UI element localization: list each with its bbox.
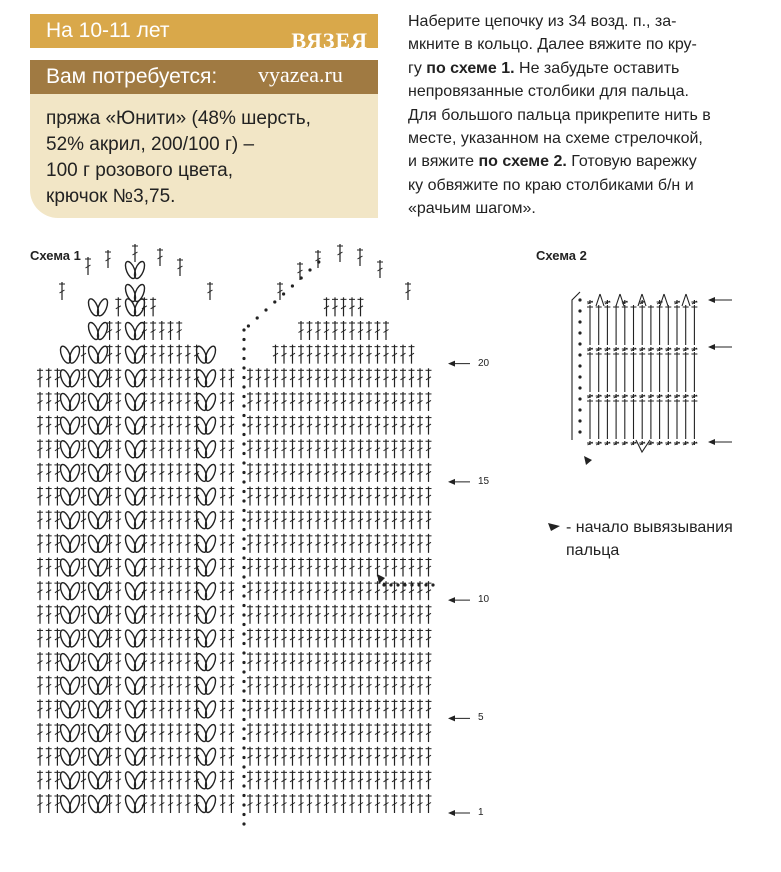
row-marker-arrowhead (708, 439, 715, 445)
instruction-line: ку обвяжите по краю столбиками б/н и (408, 176, 694, 194)
stitch-chain (578, 375, 581, 378)
stitch-chain (242, 414, 245, 417)
stitch-chain (242, 746, 245, 749)
stitch-chain (242, 461, 245, 464)
row-marker-arrowhead (448, 597, 455, 603)
diagram1-title: Схема 1 (30, 248, 81, 263)
stitch-chain (242, 680, 245, 683)
stitch-chain (242, 822, 245, 825)
stitch-puff (67, 534, 81, 554)
row-number-label: 10 (478, 594, 490, 606)
stitch-puff (95, 723, 109, 743)
stitch-puff (203, 463, 217, 483)
stitch-chain (242, 575, 245, 578)
stitch-puff (203, 794, 217, 814)
stitch-puff (95, 487, 109, 507)
instruction-line: «рачьим шагом». (408, 200, 536, 218)
stitch-chain (242, 547, 245, 550)
materials-line: пряжа «Юнити» (48% шерсть, (46, 108, 311, 129)
stitch-puff (203, 771, 217, 791)
stitch-puff (203, 439, 217, 459)
stitch-chain (242, 423, 245, 426)
arrow-marker-icon (377, 574, 385, 584)
row-marker-arrowhead (448, 810, 455, 816)
stitch-puff (95, 510, 109, 530)
stitch-chain (242, 718, 245, 721)
stitch-chain (578, 419, 581, 422)
diagram2-title: Схема 2 (536, 248, 587, 263)
stitch-puff (67, 368, 81, 388)
stitch-chain (242, 338, 245, 341)
stitch-puff (67, 771, 81, 791)
stitch-chain (242, 433, 245, 436)
materials-line: 100 г розового цвета, (46, 160, 234, 181)
stitch-puff (67, 605, 81, 625)
stitch-puff (95, 700, 109, 720)
stitch-chain (242, 737, 245, 740)
stitch-puff (95, 629, 109, 649)
stitch-chain (256, 316, 259, 319)
age-label: На 10-11 лет (46, 19, 170, 42)
stitch-chain (264, 308, 267, 311)
materials-line: крючок №3,75. (46, 186, 176, 207)
stitch-chain (389, 583, 392, 586)
stitch-chain (242, 509, 245, 512)
stitch-chain (242, 699, 245, 702)
stitch-chain (242, 689, 245, 692)
stitch-chain (242, 499, 245, 502)
instruction-line: месте, указанном на схеме стрелочкой, (408, 130, 703, 148)
stitch-chain (382, 583, 385, 586)
stitch-chain (242, 813, 245, 816)
stitch-chain (242, 471, 245, 474)
stitch-puff (95, 534, 109, 554)
stitch-chain (242, 661, 245, 664)
stitch-dec (596, 294, 600, 306)
stitch-chain (242, 328, 245, 331)
row-number-label: 5 (478, 712, 484, 724)
row-marker-arrowhead (448, 715, 455, 721)
row-marker-arrowhead (448, 361, 455, 367)
stitch-chain (242, 537, 245, 540)
stitch-chain (417, 583, 420, 586)
stitch-dec (660, 294, 664, 306)
watermark-title: ВЯЗЕЯ (291, 28, 368, 53)
stitch-puff (67, 439, 81, 459)
stitch-dec (664, 294, 668, 306)
stitch-chain (242, 632, 245, 635)
stitch-puff (203, 510, 217, 530)
stitch-dec (682, 294, 686, 306)
stitch-dec (686, 294, 690, 306)
stitch-puff (95, 771, 109, 791)
stitch-puff (67, 629, 81, 649)
stitch-chain (242, 480, 245, 483)
stitch-puff (203, 605, 217, 625)
instruction-line: мкните в кольцо. Далее вяжите по кру- (408, 36, 697, 54)
stitch-chain (242, 727, 245, 730)
stitch-chain (242, 642, 245, 645)
stitch-chain (578, 408, 581, 411)
stitch-puff (95, 321, 109, 341)
stitch-chain (578, 342, 581, 345)
stitch-puff (95, 368, 109, 388)
stitch-chain (578, 430, 581, 433)
stitch-chain (578, 320, 581, 323)
stitch-chain (291, 284, 294, 287)
stitch-puff (67, 510, 81, 530)
stitch-dec (616, 294, 620, 306)
stitch-dec (620, 294, 624, 306)
stitch-chain (242, 556, 245, 559)
stitch-chain (242, 604, 245, 607)
stitch-puff (95, 392, 109, 412)
stitch-puff (203, 534, 217, 554)
stitch-puff (203, 676, 217, 696)
stitch-puff (203, 723, 217, 743)
stitch-chain (396, 583, 399, 586)
stitch-puff (67, 487, 81, 507)
stitch-chain (242, 357, 245, 360)
instruction-line: и вяжите по схеме 2. Готовую варежку (408, 153, 697, 171)
materials-line: 52% акрил, 200/100 г) – (46, 134, 255, 155)
stitch-puff (95, 558, 109, 578)
stitch-chain (578, 331, 581, 334)
stitch-chain (424, 583, 427, 586)
stitch-puff (95, 581, 109, 601)
stitch-chain (242, 794, 245, 797)
stitch-puff (132, 260, 146, 280)
stitch-chain (242, 613, 245, 616)
stitch-chain (242, 756, 245, 759)
stitch-puff (67, 392, 81, 412)
stitch-puff (95, 794, 109, 814)
stitch-puff (67, 463, 81, 483)
stitch-chain (242, 376, 245, 379)
stitch-chain (242, 775, 245, 778)
materials-heading: Вам потребуется: (46, 65, 218, 88)
stitch-chain (242, 594, 245, 597)
stitch-chain (242, 442, 245, 445)
stitch-chain (578, 397, 581, 400)
stitch-dec (600, 294, 604, 306)
stitch-chain (242, 651, 245, 654)
row-marker-arrowhead (708, 344, 715, 350)
stitch-puff (95, 416, 109, 436)
stitch-puff (203, 392, 217, 412)
stitch-chain (242, 395, 245, 398)
stitch-puff (203, 558, 217, 578)
stitch-puff (95, 345, 109, 365)
stitch-puff (203, 581, 217, 601)
stitch-chain (242, 623, 245, 626)
stitch-chain (578, 353, 581, 356)
stitch-chain (242, 518, 245, 521)
row-number-label: 20 (478, 357, 490, 369)
stitch-chain (578, 298, 581, 301)
row-number-label: 15 (478, 475, 490, 487)
stitch-puff (67, 747, 81, 767)
row-number-label: 1 (478, 807, 484, 818)
instruction-line: Для большого пальца прикрепите нить в (408, 106, 711, 124)
stitch-puff (67, 794, 81, 814)
arrow-marker-icon (584, 456, 592, 465)
stitch-puff (67, 345, 81, 365)
stitch-puff (67, 416, 81, 436)
stitch-chain (242, 803, 245, 806)
stitch-chain (431, 583, 434, 586)
stitch-puff (67, 723, 81, 743)
stitch-puff (203, 652, 217, 672)
stitch-chain (242, 385, 245, 388)
stitch-chain (273, 300, 276, 303)
stitch-chain (242, 765, 245, 768)
stitch-chain (242, 528, 245, 531)
stitch-chain (242, 585, 245, 588)
stitch-puff (203, 368, 217, 388)
row-marker-arrowhead (708, 297, 715, 303)
stitch-puff (203, 700, 217, 720)
stitch-puff (203, 629, 217, 649)
stitch-puff (67, 581, 81, 601)
stitch-chain (242, 404, 245, 407)
stitch-puff (67, 652, 81, 672)
stitch-chain (282, 292, 285, 295)
stitch-puff (67, 676, 81, 696)
stitch-chain (242, 708, 245, 711)
stitch-puff (95, 298, 109, 318)
watermark-url: vyazea.ru (258, 62, 343, 87)
stitch-dec (636, 440, 650, 452)
stitch-chain (308, 268, 311, 271)
stitch-chain (242, 566, 245, 569)
stitch-chain (242, 452, 245, 455)
stitch-puff (95, 463, 109, 483)
stitch-chain (242, 347, 245, 350)
stitch-chain (242, 784, 245, 787)
stitch-puff (95, 439, 109, 459)
stitch-chain (242, 366, 245, 369)
stitch-chain (300, 276, 303, 279)
row-marker-arrowhead (448, 479, 455, 485)
stitch-puff (203, 345, 217, 365)
stitch-puff (67, 558, 81, 578)
instruction-line: Наберите цепочку из 34 возд. п., за- (408, 13, 677, 30)
stitch-puff (67, 700, 81, 720)
stitch-chain (578, 386, 581, 389)
stitch-chain (242, 670, 245, 673)
stitch-chain (403, 583, 406, 586)
stitch-puff (203, 487, 217, 507)
stitch-puff (95, 652, 109, 672)
stitch-puff (203, 747, 217, 767)
stitch-puff (203, 416, 217, 436)
stitch-chain (317, 260, 320, 263)
instruction-line: гу по схеме 1. Не забудьте оставить (408, 59, 680, 77)
stitch-chain (247, 324, 250, 327)
instruction-line: непровязанные столбики для пальца. (408, 83, 689, 101)
stitch-chain (578, 309, 581, 312)
stitch-puff (95, 605, 109, 625)
stitch-chain (410, 583, 413, 586)
stitch-chain (578, 364, 581, 367)
stitch-puff (95, 747, 109, 767)
stitch-chain (242, 490, 245, 493)
legend-text: - начало вывязывания пальца (566, 519, 733, 559)
stitch-puff (95, 676, 109, 696)
